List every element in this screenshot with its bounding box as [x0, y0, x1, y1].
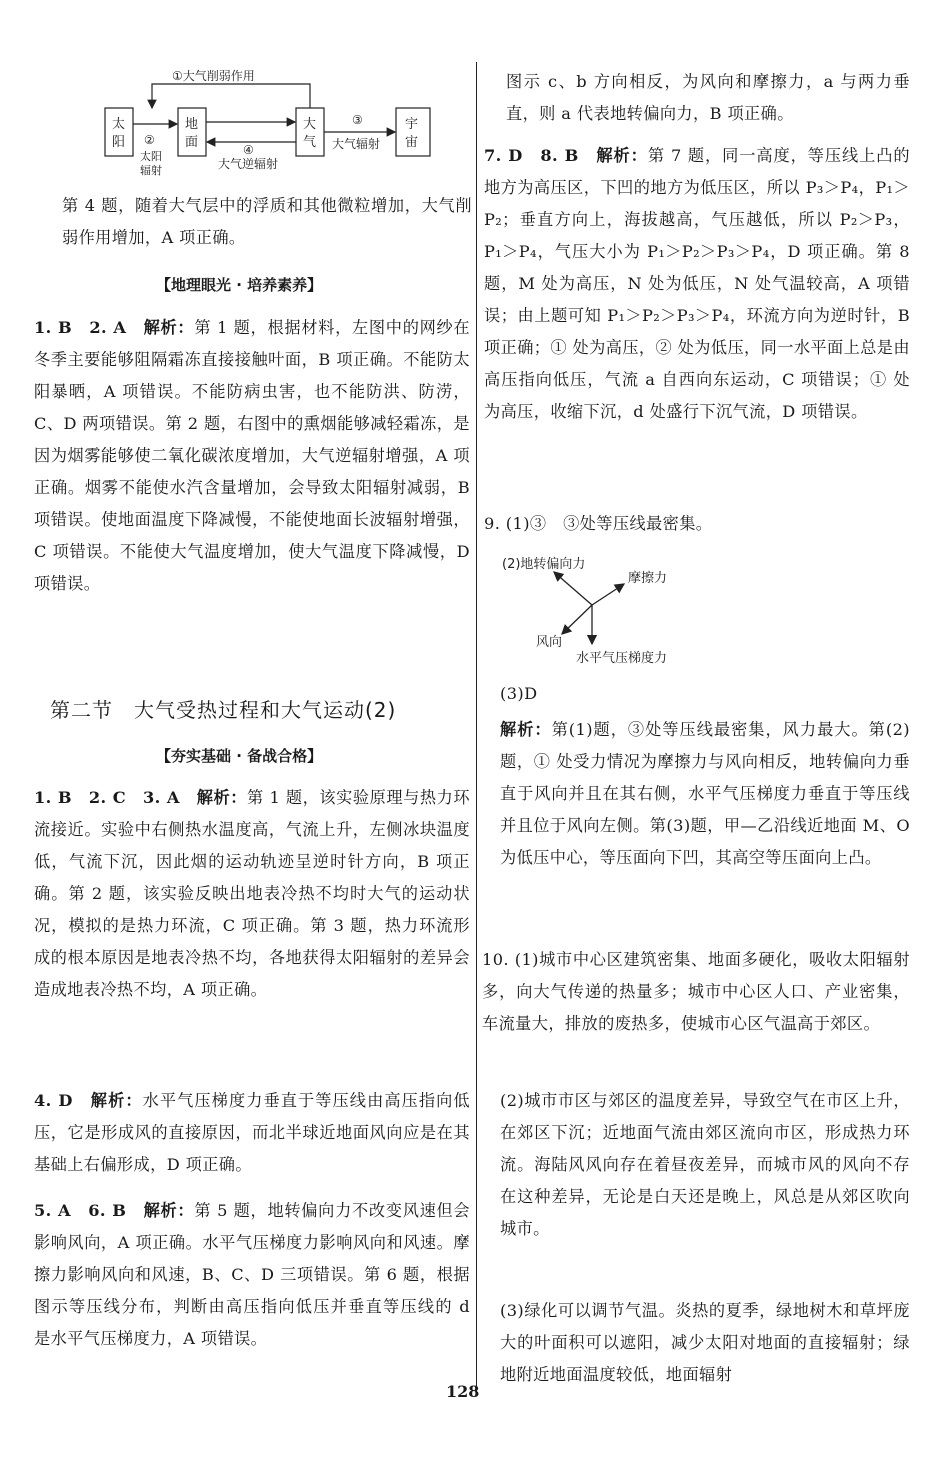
section-heading-2: 【夯实基础 · 备战合格】	[156, 747, 323, 765]
answer-q4: 4. D 解析：	[34, 1091, 143, 1110]
answer-q9-3: (3)D	[500, 684, 538, 703]
column-divider	[476, 62, 477, 1392]
explanation-q1-2: 第 1 题，根据材料，左图中的网纱在冬季主要能够阻隔霜冻直接接触叶面，B 项正确。不能防太阳暴晒，A 项错误。不能防病虫害，也不能防洪、防涝，C、D 两项错误。第 2 题，右图中的熏烟能够减轻霜冻，是因为烟雾能够使二氧化碳浓度增加，大气逆辐射增强，A 项正确。烟雾不能使水汽含量增加，会导致太阳辐射减弱，B 项错误。使地面温度下降减慢，不能使地面长波辐射增强，C 项错误。不能使大气温度增加，使大气温度下降减慢，D 项错误。	[34, 318, 470, 593]
answer-block-q7-8	[484, 140, 910, 428]
answer-q9-label: 解析：	[500, 720, 552, 739]
wind-arrow	[562, 605, 592, 634]
explanation-q7-8: 第 7 题，同一高度，等压线上凸的地方为高压区，下凹的地方为低压区，所以 P₃＞P₄，P₁＞P₂；垂直方向上，海拔越高，气压越低，所以 P₂＞P₃，P₁＞P₄，气压大小为 P₁＞P₂＞P₃＞P₄，D 项正确。第 8 题，M 处为高压，N 处为低压，N 处气温较高，A 项错误；由上题可知 P₁＞P₂＞P₃＞P₄，环流方向为逆时针，B 项正确；① 处为高压，② 处为低压，同一水平面上总是由高压指向低压，气流 a 自西向东运动，C 项错误；① 处为高压，收缩下沉，d 处盛行下沉气流，D 项错误。	[484, 146, 910, 421]
explanation-q4: 水平气压梯度力垂直于等压线由高压指向低压，它是形成风的直接原因，而北半球近地面风向应是在其基础上右偏形成，D 项正确。	[34, 1091, 470, 1174]
section-heading-1: 【地理眼光 · 培养素养】	[156, 276, 323, 294]
friction-arrow	[592, 584, 624, 605]
answer-q10-2: (2)城市市区与郊区的温度差异，导致空气在市区上升，在郊区下沉；近地面气流由郊区流向市区，形成热力环流。海陆风风向存在着昼夜差异，而城市风的风向不存在这种差异，无论是白天还是晚上，风总是从郊区吹向城市。	[500, 1091, 910, 1238]
answer-q7-8: 7. D 8. B 解析：	[484, 146, 648, 165]
space-label: 宇宙	[405, 117, 419, 150]
explanation-q1-3: 第 1 题，该实验原理与热力环流接近。实验中右侧热水温度高，气流上升，左侧冰块温度低，气流下沉，因此烟的运动轨迹呈逆时针方向，B 项正确。第 2 题，该实验反映出地表冷热不均时大气的运动状况，模拟的是热力环流，C 项正确。第 3 题，热力环流形成的根本原因是地表冷热不均，各地获得太阳辐射的差异会造成地表冷热不均，A 项正确。	[34, 788, 470, 999]
answer-q10-3: (3)绿化可以调节气温。炎热的夏季，绿地树木和草坪庞大的叶面积可以遮阳，减少太阳对地面的直接辐射；绿地附近地面温度较低，地面辐射	[500, 1301, 910, 1384]
page-number: 128	[446, 1382, 480, 1401]
back-rad-num: ④	[243, 143, 254, 157]
explanation-q5-6: 第 5 题，地转偏向力不改变风速但会影响风向，A 项正确。水平气压梯度力影响风向和风速。摩擦力影响风向和风速，B、C、D 三项错误。第 6 题，根据图示等压线分布，判断由高压指向低压并垂直等压线的 d 是水平气压梯度力，A 项错误。	[34, 1201, 470, 1348]
answer-q5-6: 5. A 6. B 解析：	[34, 1201, 195, 1220]
solar-num: ②	[144, 133, 155, 147]
friction-label: 摩擦力	[628, 571, 668, 586]
answer-q1-2: 1. B 2. A 解析：	[34, 318, 195, 337]
weakening-label: ①大气削弱作用	[172, 69, 255, 83]
explanation-q9: 第(1)题，③处等压线最密集，风力最大。第(2)题，① 处受力情况为摩擦力与风向相反，地转偏向力垂直于风向并且在其右侧，水平气压梯度力垂直于等压线并且位于风向左侧。第(3)题，甲—乙沿线近地面 M、O 为低压中心，等压面向下凹，其高空等压面向上凸。	[500, 720, 910, 867]
sun-char-1: 太	[112, 117, 126, 132]
back-rad-label: 大气逆辐射	[218, 157, 279, 171]
atmosphere-label: 大气	[303, 117, 317, 150]
pgf-label: 水平气压梯度力	[576, 651, 668, 666]
answer-block-q4	[34, 1085, 470, 1181]
answer-q10-1: 10. (1)城市中心区建筑密集、地面多硬化，吸收太阳辐射多，向大气传递的热量多；城市中心区人口、产业密集，车流量大，排放的废热多，使城市心区气温高于郊区。	[482, 950, 910, 1033]
answer-q9-1: 9. (1)③ ③处等压线最密集。	[484, 514, 713, 533]
answer-block-q5-6	[34, 1195, 470, 1355]
sun-label	[112, 116, 125, 150]
arrow-weakening	[152, 84, 310, 108]
coriolis-arrow	[554, 572, 592, 605]
atm-rad-num: ③	[352, 113, 363, 127]
force-diagram	[496, 548, 716, 676]
solar-label-2: 辐射	[140, 164, 162, 176]
sun-char-2: 阳	[112, 135, 126, 150]
answer-q1-3: 1. B 2. C 3. A 解析：	[34, 788, 248, 807]
coriolis-label: (2)地转偏向力	[502, 557, 586, 572]
wind-label: 风向	[536, 635, 563, 650]
heating-process-diagram	[100, 64, 440, 176]
q4-explanation: 第 4 题，随着大气层中的浮质和其他微粒增加，大气削弱作用增加，A 项正确。	[62, 196, 472, 247]
solar-label-1: 太阳	[140, 150, 162, 163]
ground-label: 地面	[185, 117, 199, 150]
q6-continuation: 图示 c、b 方向相反，为风向和摩擦力，a 与两力垂直，则 a 代表地转偏向力，B 项正确。	[506, 72, 910, 123]
answer-block-q1-3	[34, 782, 470, 1006]
answer-block-q1-2	[34, 312, 470, 600]
section-title: 第二节 大气受热过程和大气运动(2)	[50, 698, 397, 722]
answer-block-q9	[500, 714, 910, 874]
atm-rad-label: 大气辐射	[332, 137, 381, 151]
